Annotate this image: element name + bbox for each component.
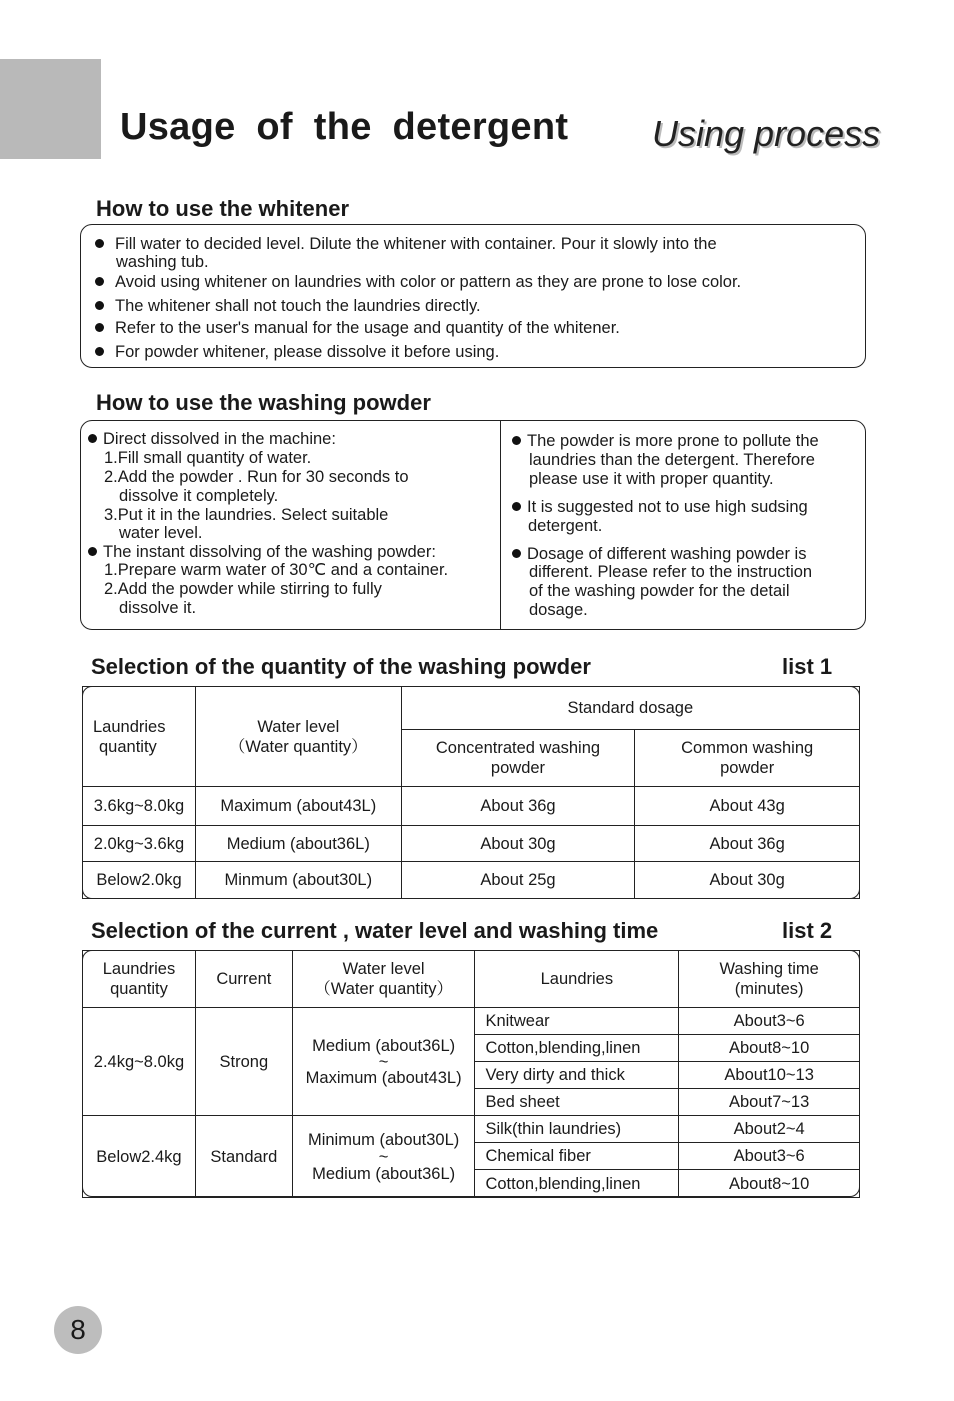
list2-cell-laundry: Very dirty and thick [475, 1062, 679, 1089]
list2-cell-current: Standard [195, 1116, 292, 1198]
section-tag: Using process [652, 113, 881, 154]
table-row [83, 1008, 860, 1035]
list2-cell-laundry: Chemical fiber [475, 1143, 679, 1170]
bullet-icon [95, 301, 104, 310]
powder-divider [500, 421, 501, 629]
list2-heading: Selection of the current , water level and washing time [91, 918, 659, 943]
powder-left-line: 2.Add the powder while stirring to fully [104, 580, 382, 598]
powder-left-line: The instant dissolving of the washing powder: [88, 543, 436, 562]
list2-cell-quantity: 2.4kg~8.0kg [83, 1008, 196, 1116]
bullet-icon [95, 277, 104, 286]
list2-header-quantity: Laundries quantity [83, 951, 196, 1008]
list2-cell-water: Minimum (about30L) ~ Medium (about36L) [292, 1116, 475, 1198]
bullet-icon [512, 436, 521, 445]
page-title: Usage of the detergent [120, 106, 569, 148]
list1-table [82, 686, 860, 899]
list1-cell-concentrated: About 36g [401, 787, 635, 826]
powder-right-line: please use it with proper quantity. [529, 470, 774, 488]
bullet-icon [95, 347, 104, 356]
list2-header-time: Washing time (minutes) [679, 951, 860, 1008]
powder-left-line: Direct dissolved in the machine: [88, 430, 336, 449]
list1-cell-water: Medium (about36L) [195, 826, 401, 862]
powder-left-line: water level. [119, 524, 203, 542]
table-row [83, 862, 860, 899]
list1-heading: Selection of the quantity of the washing powder [91, 654, 591, 679]
whitener-item: Avoid using whitener on laundries with color or pattern as they are prone to lose color. [95, 273, 741, 292]
powder-right-line: The powder is more prone to pollute the [512, 432, 819, 451]
whitener-item: The whitener shall not touch the laundries directly. [95, 297, 481, 316]
whitener-heading: How to use the whitener [96, 196, 350, 221]
list1-cell-concentrated: About 30g [401, 826, 635, 862]
list1-cell-water: Minmum (about30L) [195, 862, 401, 899]
whitener-box [80, 224, 866, 368]
whitener-item: For powder whitener, please dissolve it before using. [95, 343, 499, 362]
powder-right-line: It is suggested not to use high sudsing [512, 498, 808, 517]
list1-header-water: Water level （Water quantity） [195, 687, 401, 787]
list2-cell-laundry: Cotton,blending,linen [475, 1035, 679, 1062]
list2-cell-current: Strong [195, 1008, 292, 1116]
list2-cell-laundry: Bed sheet [475, 1089, 679, 1116]
list1-cell-common: About 43g [635, 787, 860, 826]
list2-tag: list 2 [782, 918, 833, 943]
list2-table [82, 950, 860, 1198]
powder-right-line: different. Please refer to the instruction [529, 563, 813, 581]
powder-left-line: dissolve it completely. [119, 487, 279, 505]
list2-cell-water: Medium (about36L) ~ Maximum (about43L) [292, 1008, 475, 1116]
table-row [83, 787, 860, 826]
page-number: 8 [54, 1306, 102, 1354]
bullet-icon [95, 323, 104, 332]
powder-box [80, 420, 866, 630]
powder-left-line: 2.Add the powder . Run for 30 seconds to [104, 468, 409, 486]
bullet-icon [95, 239, 104, 248]
list1-cell-concentrated: About 25g [401, 862, 635, 899]
list1-header-common: Common washing powder [635, 730, 860, 787]
whitener-item: Refer to the user's manual for the usage and quantity of the whitener. [95, 319, 620, 338]
whitener-item-cont: washing tub. [116, 253, 209, 271]
list2-cell-time: About10~13 [679, 1062, 860, 1089]
list1-cell-common: About 36g [635, 826, 860, 862]
list2-header-water: Water level （Water quantity） [292, 951, 475, 1008]
bullet-icon [512, 549, 521, 558]
list1-header-concentrated: Concentrated washing powder [401, 730, 635, 787]
list2-cell-time: About3~6 [679, 1143, 860, 1170]
table-row [83, 1116, 860, 1143]
powder-left-line: 3.Put it in the laundries. Select suitable [104, 506, 389, 524]
list2-cell-quantity: Below2.4kg [83, 1116, 196, 1198]
list1-cell-common: About 30g [635, 862, 860, 899]
list2-cell-laundry: Cotton,blending,linen [475, 1170, 679, 1198]
list2-cell-time: About8~10 [679, 1035, 860, 1062]
list1-tag: list 1 [782, 654, 833, 679]
powder-left-line: dissolve it. [119, 599, 197, 617]
list1-cell-quantity: 2.0kg~3.6kg [83, 826, 196, 862]
table-row [83, 826, 860, 862]
powder-heading: How to use the washing powder [96, 390, 431, 415]
list1-cell-quantity: Below2.0kg [83, 862, 196, 899]
list2-cell-time: About8~10 [679, 1170, 860, 1198]
powder-left-line: 1.Fill small quantity of water. [104, 449, 312, 467]
list2-cell-time: About7~13 [679, 1089, 860, 1116]
powder-right-line: Dosage of different washing powder is [512, 545, 806, 564]
whitener-item: Fill water to decided level. Dilute the whitener with container. Pour it slowly into the [95, 235, 717, 254]
list1-header-standard: Standard dosage [401, 687, 859, 730]
list2-cell-laundry: Silk(thin laundries) [475, 1116, 679, 1143]
list1-header-quantity: Laundries quantity [83, 687, 196, 787]
bullet-icon [88, 547, 97, 556]
bullet-icon [512, 502, 521, 511]
list1-cell-quantity: 3.6kg~8.0kg [83, 787, 196, 826]
list2-cell-laundry: Knitwear [475, 1008, 679, 1035]
powder-right-line: detergent. [528, 517, 603, 535]
list2-cell-time: About3~6 [679, 1008, 860, 1035]
powder-left-line: 1.Prepare warm water of 30℃ and a container. [104, 561, 449, 579]
list2-cell-time: About2~4 [679, 1116, 860, 1143]
powder-right-line: dosage. [529, 601, 588, 619]
header-gray-tab [0, 59, 101, 159]
list1-cell-water: Maximum (about43L) [195, 787, 401, 826]
bullet-icon [88, 434, 97, 443]
powder-right-line: laundries than the detergent. Therefore [529, 451, 815, 469]
powder-right-line: of the washing powder for the detail [529, 582, 790, 600]
list2-header-laundries: Laundries [475, 951, 679, 1008]
list2-header-current: Current [195, 951, 292, 1008]
